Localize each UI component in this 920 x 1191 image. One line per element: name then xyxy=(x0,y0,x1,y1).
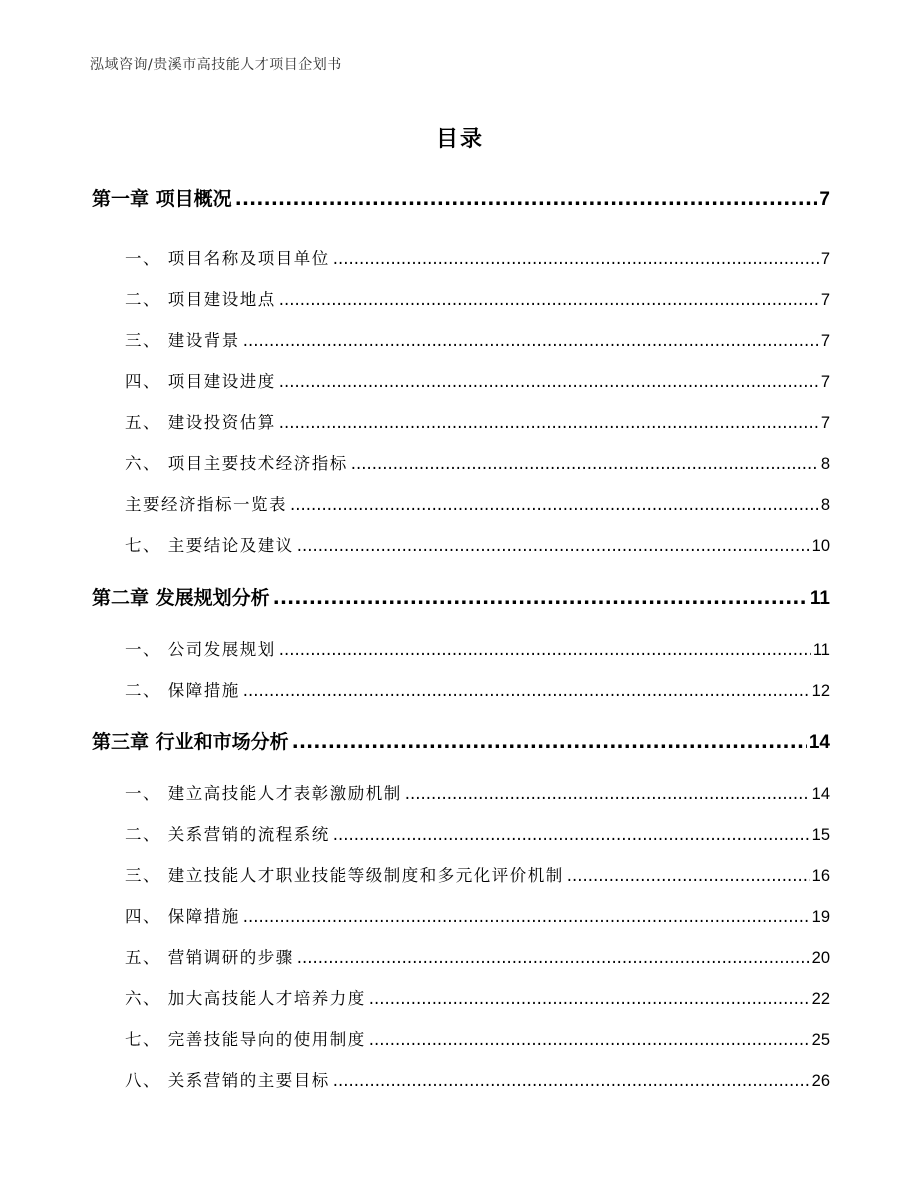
toc-entry-page: 12 xyxy=(811,682,830,700)
toc-entry-page: 14 xyxy=(811,785,830,803)
toc-dot-leader xyxy=(297,536,810,555)
header-rule xyxy=(90,78,830,79)
toc-dot-leader xyxy=(279,290,819,309)
toc-entry-section[interactable] xyxy=(125,409,830,433)
toc-entry-label: 一、 建立高技能人才表彰激励机制 xyxy=(125,784,402,803)
toc-entry-page: 16 xyxy=(811,867,830,885)
toc-entry-section[interactable] xyxy=(125,636,830,660)
toc-entry-section[interactable] xyxy=(125,368,830,392)
toc-entry-page: 7 xyxy=(820,332,830,350)
toc-entry-section[interactable] xyxy=(125,1067,830,1091)
toc-entry-chapter-1[interactable] xyxy=(92,184,830,211)
toc-entry-label: 四、 项目建设进度 xyxy=(125,372,276,391)
toc-entry-section[interactable] xyxy=(125,450,830,474)
toc-dot-leader xyxy=(243,331,819,350)
toc-entry-section[interactable] xyxy=(125,1026,830,1050)
toc-entry-label: 二、 项目建设地点 xyxy=(125,290,276,309)
toc-entry-section[interactable] xyxy=(125,327,830,351)
toc-entry-chapter-3[interactable] xyxy=(92,727,830,754)
toc-entry-page: 22 xyxy=(811,990,830,1008)
toc-dot-leader xyxy=(567,866,810,885)
toc-entry-label: 一、 项目名称及项目单位 xyxy=(125,249,330,268)
toc-title: 目录 xyxy=(435,127,484,152)
toc-entry-label: 二、 关系营销的流程系统 xyxy=(125,825,330,844)
toc-entry-section[interactable] xyxy=(125,985,830,1009)
toc-entry-section[interactable] xyxy=(125,862,830,886)
toc-dot-leader xyxy=(279,640,811,659)
toc-entry-page: 25 xyxy=(811,1031,830,1049)
toc-dot-leader xyxy=(351,454,819,473)
toc-dot-leader xyxy=(273,587,808,609)
toc-entry-page: 11 xyxy=(809,588,830,609)
toc-entry-section[interactable] xyxy=(125,677,830,701)
toc-entry-label: 主要经济指标一览表 xyxy=(125,495,287,514)
toc-entry-chapter-2[interactable] xyxy=(92,583,830,610)
toc-entry-label: 五、 建设投资估算 xyxy=(125,413,276,432)
toc-dot-leader xyxy=(235,188,818,210)
toc-entry-section[interactable] xyxy=(125,821,830,845)
toc-dot-leader xyxy=(405,784,810,803)
toc-entry-page: 26 xyxy=(811,1072,830,1090)
toc-dot-leader xyxy=(369,1030,810,1049)
toc-entry-page: 15 xyxy=(811,826,830,844)
toc-entry-page: 20 xyxy=(811,949,830,967)
toc-entry-label: 第一章 项目概况 xyxy=(92,188,232,210)
toc-dot-leader xyxy=(279,372,819,391)
toc-entry-label: 六、 项目主要技术经济指标 xyxy=(125,454,348,473)
toc-entry-label: 四、 保障措施 xyxy=(125,907,240,926)
toc-dot-leader xyxy=(333,249,819,268)
toc-entry-section[interactable] xyxy=(125,286,830,310)
toc-entry-page: 14 xyxy=(808,732,830,753)
toc-dot-leader xyxy=(243,681,810,700)
toc-entry-page: 11 xyxy=(812,641,830,659)
toc-dot-leader xyxy=(369,989,810,1008)
toc-entry-page: 7 xyxy=(820,291,830,309)
toc-entry-label: 六、 加大高技能人才培养力度 xyxy=(125,989,366,1008)
toc-entry-page: 7 xyxy=(820,414,830,432)
toc-entry-page: 8 xyxy=(820,496,830,514)
toc-entry-label: 一、 公司发展规划 xyxy=(125,640,276,659)
toc-entry-label: 七、 完善技能导向的使用制度 xyxy=(125,1030,366,1049)
toc-entry-section[interactable] xyxy=(125,944,830,968)
toc-entry-section[interactable] xyxy=(125,532,830,556)
toc-dot-leader xyxy=(290,495,819,514)
toc-entry-page: 7 xyxy=(820,373,830,391)
toc-dot-leader xyxy=(333,1071,810,1090)
toc-dot-leader xyxy=(279,413,819,432)
toc-entry-section[interactable] xyxy=(125,780,830,804)
running-header: 泓域咨询/贵溪市高技能人才项目企划书 xyxy=(90,57,342,73)
toc-entry-label: 二、 保障措施 xyxy=(125,681,240,700)
toc-entry-section[interactable] xyxy=(125,491,830,515)
toc-entry-section[interactable] xyxy=(125,245,830,269)
toc-dot-leader xyxy=(333,825,810,844)
toc-dot-leader xyxy=(297,948,810,967)
toc-entry-page: 19 xyxy=(811,908,830,926)
toc-entry-page: 7 xyxy=(820,250,830,268)
toc-dot-leader xyxy=(243,907,810,926)
toc-entry-section[interactable] xyxy=(125,903,830,927)
toc-entry-page: 7 xyxy=(819,189,830,210)
toc-entry-label: 第二章 发展规划分析 xyxy=(92,587,270,609)
toc-entry-label: 三、 建立技能人才职业技能等级制度和多元化评价机制 xyxy=(125,866,564,885)
toc-entry-label: 第三章 行业和市场分析 xyxy=(92,731,289,753)
toc-entry-label: 三、 建设背景 xyxy=(125,331,240,350)
toc-entry-label: 七、 主要结论及建议 xyxy=(125,536,294,555)
toc-entry-page: 8 xyxy=(820,455,830,473)
toc-entry-page: 10 xyxy=(811,537,830,555)
toc-dot-leader xyxy=(292,731,807,753)
toc-entry-label: 八、 关系营销的主要目标 xyxy=(125,1071,330,1090)
toc-entry-label: 五、 营销调研的步骤 xyxy=(125,948,294,967)
